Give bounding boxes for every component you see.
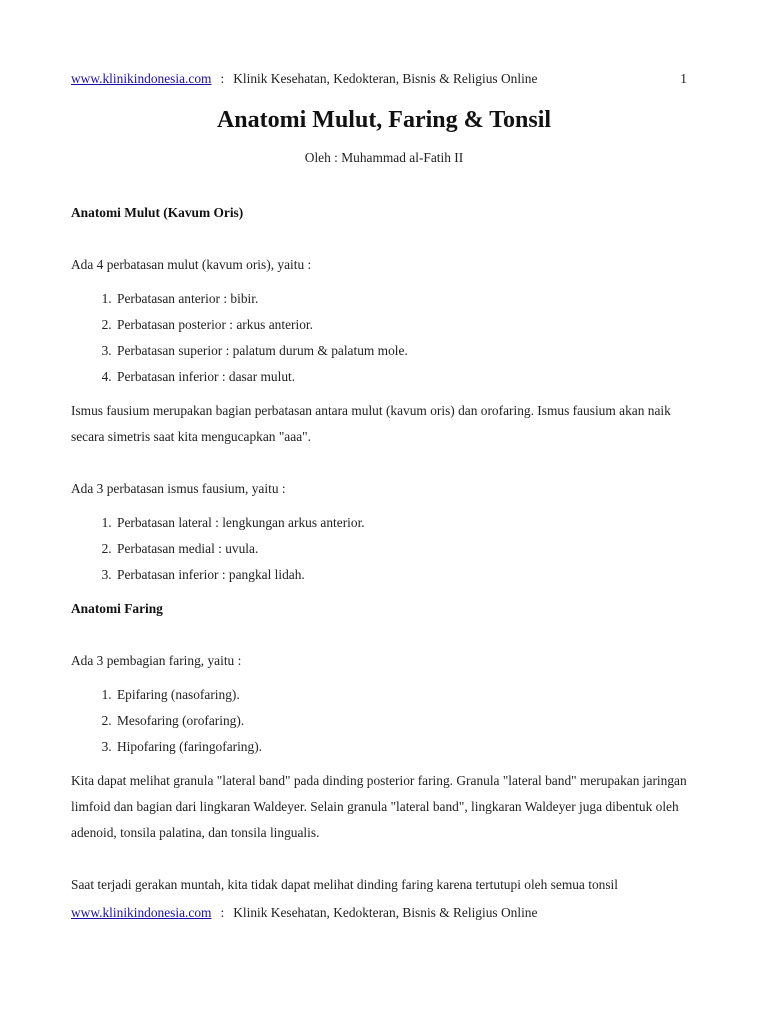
section-heading-mulut: Anatomi Mulut (Kavum Oris): [71, 205, 244, 220]
list-item: 3. Hipofaring (faringofaring).: [115, 734, 691, 760]
paragraph-lateral-band: Kita dapat melihat granula "lateral band" pada dinding posterior faring. Granula "lateral band" merupakan jaringan limfoid dan bagian dari lingkaran Waldeyer. Selain granula "lateral band", lingkaran Waldeyer juga dibentuk oleh adenoid, tonsila palatina, dan tonsila lingualis.: [71, 773, 687, 840]
document-author: Oleh : Muhammad al-Fatih II: [304, 150, 464, 165]
list-pembagian-faring: [71, 682, 691, 760]
list-item: 1. Epifaring (nasofaring).: [115, 682, 691, 708]
list-item: 2. Perbatasan medial : uvula.: [115, 536, 691, 562]
list-item: 1. Perbatasan lateral : lengkungan arkus anterior.: [115, 510, 691, 536]
list-item: 2. Perbatasan posterior : arkus anterior.: [115, 312, 691, 338]
list-item: 3. Perbatasan inferior : pangkal lidah.: [115, 562, 691, 588]
footer-site-link[interactable]: www.klinikindonesia.com: [71, 905, 212, 920]
header-tagline: Klinik Kesehatan, Kedokteran, Bisnis & Religius Online: [233, 71, 538, 86]
list-perbatasan-mulut: [71, 286, 691, 390]
document-body: [71, 200, 691, 924]
list-item: 2. Mesofaring (orofaring).: [115, 708, 691, 734]
document-title: Anatomi Mulut, Faring & Tonsil: [216, 107, 552, 133]
header-site-link[interactable]: www.klinikindonesia.com: [71, 71, 212, 86]
footer-separator: :: [220, 905, 225, 920]
page-footer: [71, 905, 687, 921]
page-header: [71, 71, 687, 87]
paragraph-ismus-fausium: Ismus fausium merupakan bagian perbatasan antara mulut (kavum oris) dan orofaring. Ismus fausium akan naik secara simetris saat kita mengucapkan "aaa".: [71, 403, 671, 444]
paragraph-intro-ismus: Ada 3 perbatasan ismus fausium, yaitu :: [71, 481, 286, 496]
footer-tagline: Klinik Kesehatan, Kedokteran, Bisnis & Religius Online: [233, 905, 538, 920]
list-perbatasan-ismus: [71, 510, 691, 588]
paragraph-intro-faring: Ada 3 pembagian faring, yaitu :: [71, 653, 242, 668]
section-heading-faring: Anatomi Faring: [71, 601, 163, 616]
paragraph-intro-mulut: Ada 4 perbatasan mulut (kavum oris), yaitu :: [71, 257, 312, 272]
list-item: 1. Perbatasan anterior : bibir.: [115, 286, 691, 312]
list-item: 4. Perbatasan inferior : dasar mulut.: [115, 364, 691, 390]
paragraph-gerakan-muntah: Saat terjadi gerakan muntah, kita tidak dapat melihat dinding faring karena tertutupi oleh semua tonsil: [71, 877, 618, 892]
list-item: 3. Perbatasan superior : palatum durum & palatum mole.: [115, 338, 691, 364]
header-separator: :: [220, 71, 225, 86]
page-number: 1: [680, 71, 687, 86]
